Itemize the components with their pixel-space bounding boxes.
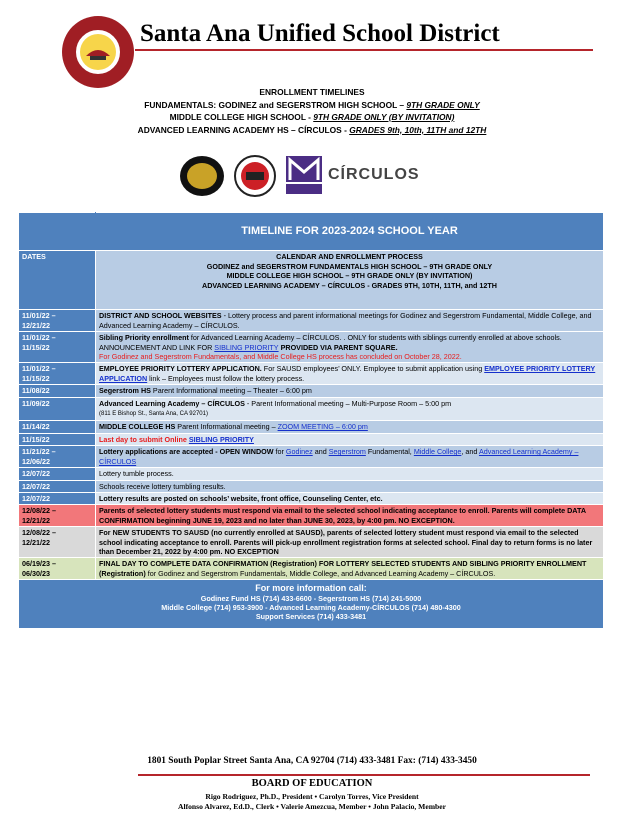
enrollment-line-3: ADVANCED LEARNING ACADEMY HS – CÍRCULOS - GRADES 9th, 10th, 11TH and 12TH: [137, 124, 487, 135]
enrollment-line-1: FUNDAMENTALS: GODINEZ and SEGERSTROM HIGH SCHOOL – 9TH GRADE ONLY: [144, 99, 480, 110]
timeline-row: 11/21/22 – 12/06/22 Lottery applications are accepted - OPEN WINDOW for Godinez and Segerstrom Fundamental, Middle College, and Advanced Learning Academy – CÍRCULOS: [19, 446, 604, 468]
title-spacer: [19, 213, 96, 251]
enrollment-headers: [60, 86, 564, 136]
middle-college-link[interactable]: Middle College: [413, 447, 462, 457]
timeline-row: 11/15/22 Last day to submit Online SIBLING PRIORITY: [19, 433, 604, 445]
zoom-meeting-link[interactable]: ZOOM MEETING – 6:00 pm: [277, 422, 368, 432]
middle-college-logo: [284, 154, 324, 198]
district-name: Santa Ana Unified School District: [140, 20, 500, 47]
employee-priority-link[interactable]: EMPLOYEE PRIORITY LOTTERY APPLICATION: [99, 364, 596, 383]
segerstrom-logo: [230, 154, 280, 198]
segerstrom-link[interactable]: Segerstrom: [328, 447, 366, 457]
timeline-row: 12/07/22 Schools receive lottery tumbling results.: [19, 480, 604, 492]
sibling-priority-link[interactable]: SIBLING PRIORITY: [214, 342, 279, 352]
ala-circulos-link[interactable]: Advanced Learning Academy – CÍRCULOS: [99, 447, 579, 466]
timeline-row: 12/07/22 Lottery tumble process.: [19, 468, 604, 480]
header-divider: [135, 49, 593, 51]
timeline-row: 11/08/22 Segerstrom HS Parent Informational meeting – Theater – 6:00 pm: [19, 385, 604, 397]
timeline-table: [18, 212, 604, 629]
contact-footer: For more information call: Godinez Fund HS (714) 433-6600 - Segerstrom HS (714) 241-5000 Middle College (714) 953-3900 - Advanced Learning Academy-CÍRCULOS (714) 480-4300 Support Services (714) 433-3481: [19, 580, 604, 629]
timeline-row: 11/09/22 Advanced Learning Academy – CÍRCULOS - Parent Informational meeting – Multi-Purpose Room – 5:00 pm (811 E Bishop St., Santa Ana, CA 92701): [19, 397, 604, 421]
timeline-row: 11/01/22 – 12/21/22 DISTRICT AND SCHOOL WEBSITES - Lottery process and parent informational meetings for Godinez and Segerstrom Fundamental, Middle College, and Advanced Learning Academy – CÍRCULOS.: [19, 310, 604, 332]
timeline-row: 11/01/22 – 11/15/22 Sibling Priority enrollment for Advanced Learning Academy – CÍRCULOS. . ONLY for students with siblings currently enrolled at above schools. ANNOUNCEMENT AND LINK FOR SIBLING PRIORITY PROVIDED VIA PARENT SQUARE. For Godinez and Segerstrom Fundamentals, and Middle College HS process has concluded on October 28, 2022.: [19, 332, 604, 363]
timeline-row: 12/07/22 Lottery results are posted on schools’ website, front office, Counseling Center, etc.: [19, 492, 604, 504]
enrollment-title: ENROLLMENT TIMELINES: [259, 87, 365, 97]
seal-emblem: [74, 28, 122, 76]
timeline-row: 12/08/22 – 12/21/22 Parents of selected lottery students must respond via email to the selected school indicating acceptance to enroll. Parents will complete DATA CONFIRMATION beginning JUNE 19, 2023 and no later than JUNE 30, 2023, by 4:00 pm. NO EXCEPTION.: [19, 505, 604, 527]
timeline-row: 06/19/23 – 06/30/23 FINAL DAY TO COMPLETE DATA CONFIRMATION (Registration) FOR LOTTERY SELECTED STUDENTS AND SIBLING PRIORITY ENROLLMENT (Registration) for Godinez and Segerstrom Fundamentals, Middle College, and Advanced Learning Academy – CÍRCULOS.: [19, 558, 604, 580]
district-seal: [62, 16, 134, 88]
timeline-header: CALENDAR AND ENROLLMENT PROCESS GODINEZ and SEGERSTROM FUNDAMENTALS HIGH SCHOOL – 9TH GRADE ONLY MIDDLE COLLEGE HIGH SCHOOL – 9TH GRADE ONLY (BY INVITATION) ADVANCED LEARNING ACADEMY – CÍRCULOS - GRADES 9TH, 10TH, 11TH, and 12TH: [96, 251, 604, 310]
timeline-row: 11/01/22 – 11/15/22 EMPLOYEE PRIORITY LOTTERY APPLICATION. For SAUSD employees’ ONLY. Employee to submit application using EMPLOYEE PRIORITY LOTTERY APPLICATION link – Employees must follow the lottery process.: [19, 363, 604, 385]
dates-label: DATES: [19, 251, 96, 310]
enrollment-line-2: MIDDLE COLLEGE HIGH SCHOOL - 9TH GRADE ONLY (BY INVITATION): [169, 112, 455, 122]
godinez-logo: [178, 154, 226, 198]
sibling-priority-link-2[interactable]: SIBLING PRIORITY: [188, 434, 254, 444]
school-logos: [178, 152, 448, 200]
district-address: 1801 South Poplar Street Santa Ana, CA 92704 (714) 433-3481 Fax: (714) 433-3450: [147, 756, 477, 766]
godinez-link[interactable]: Godinez: [285, 447, 313, 457]
timeline-row: 11/14/22 MIDDLE COLLEGE HS Parent Informational meeting – ZOOM MEETING – 6:00 pm: [19, 421, 604, 433]
board-title: BOARD OF EDUCATION: [251, 778, 373, 789]
lamp-icon: [76, 30, 120, 74]
circulos-logo: CÍRCULOS: [328, 166, 420, 183]
board-members: Rigo Rodriguez, Ph.D., President • Carolyn Torres, Vice President Alfonso Alvarez, Ed.D., Clerk • Valerie Amezcua, Member • John Palacio, Member: [177, 792, 447, 811]
timeline-title: TIMELINE FOR 2023-2024 SCHOOL YEAR: [96, 213, 604, 251]
timeline-row: 12/08/22 – 12/21/22 For NEW STUDENTS TO SAUSD (no currently enrolled at SAUSD), parents of selected lottery student must respond via email to the selected school indicating acceptance to enroll. Parents will pick-up enrollment registration forms at selected school. Final day to return forms is no later than December 21, 2022 by 4:00 pm. NO EXCEPTION: [19, 527, 604, 558]
footer-divider: [138, 774, 590, 776]
